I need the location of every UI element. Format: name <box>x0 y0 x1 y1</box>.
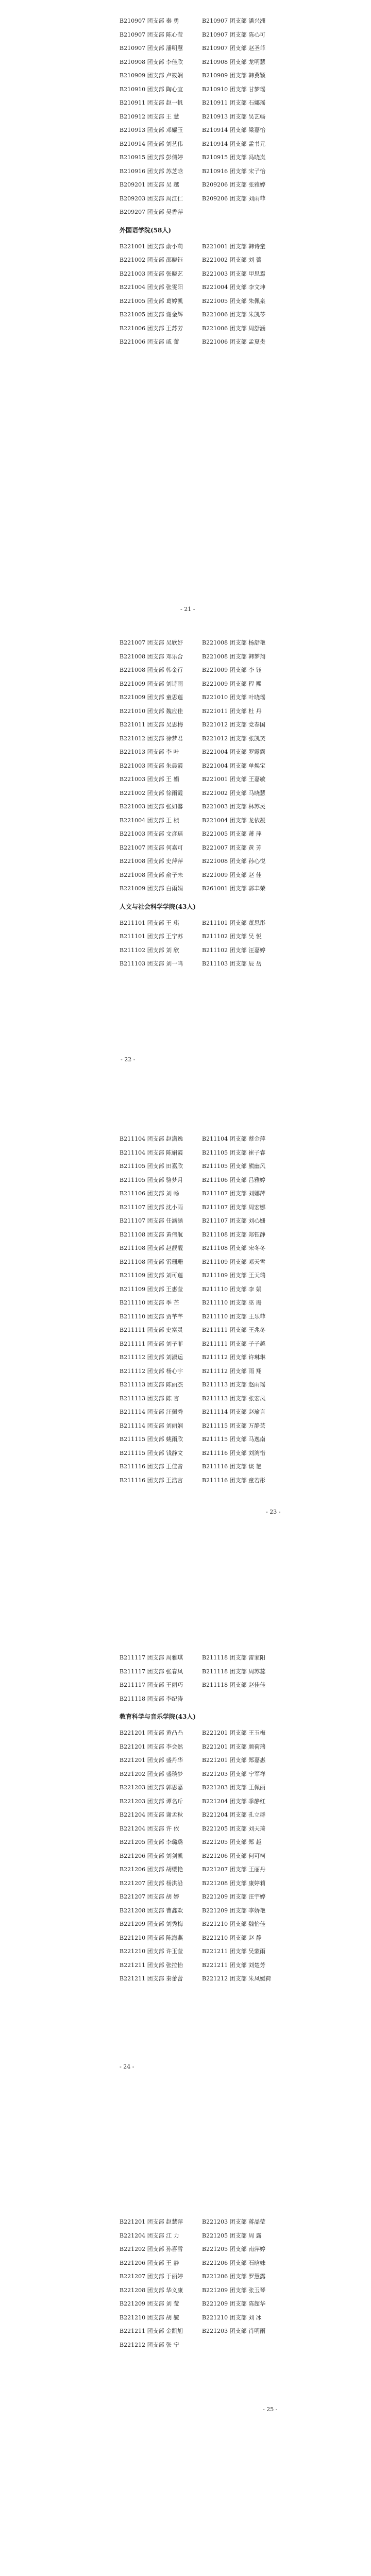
list-item: B221009 团支部 童思莲 <box>120 694 183 701</box>
list-item: B221201 团支部 盛丹华 <box>120 1757 183 1764</box>
list-item: B210911 团支部 石娜瑶 <box>202 99 266 106</box>
name-list <box>120 14 284 219</box>
list-item: B221203 团支部 蒋晶莹 <box>202 2218 266 2225</box>
list-item: B211113 团支部 陈丽杰 <box>120 1381 183 1388</box>
list-item: B221205 团支部 郑 越 <box>202 1839 262 1845</box>
name-list <box>120 1132 284 1487</box>
list-item: B210914 团支部 刘艺伟 <box>120 140 183 147</box>
list-item: B221204 团支部 许 依 <box>120 1825 179 1832</box>
list-item: B221211 团支部 秦蕾蕾 <box>120 1975 183 1982</box>
list-item: B221008 团支部 俞子未 <box>120 871 183 878</box>
list-item: B221207 团支部 杨洪沿 <box>120 1879 183 1887</box>
list-item: B221211 团支部 金凯旭 <box>120 2328 183 2334</box>
list-item: B221212 团支部 朱凤媛荷 <box>202 1975 272 1982</box>
list-item: B221208 团支部 曹鑫欢 <box>120 1907 183 1914</box>
list-item: B211112 团支部 刘淑运 <box>120 1354 183 1361</box>
list-item: B211107 团支部 沈小雨 <box>120 1204 183 1211</box>
list-item: B211117 团支部 周雅琪 <box>120 1654 183 1661</box>
list-item: B221011 团支部 吴思梅 <box>120 721 183 728</box>
list-item: B211105 团支部 骆梦月 <box>120 1176 183 1183</box>
list-item: B211109 团支部 邓天雪 <box>202 1258 266 1265</box>
list-item: B221003 团支部 张如馨 <box>120 803 183 810</box>
list-item: B221201 团支部 王玉梅 <box>202 1730 266 1736</box>
list-item: B221209 团支部 张玉琴 <box>202 2286 266 2294</box>
list-item: B211115 团支部 钱静文 <box>120 1449 183 1456</box>
list-item: B211111 团支部 史富灵 <box>120 1327 183 1333</box>
list-item: B221211 团支部 刘楚芳 <box>202 1961 266 1969</box>
list-item: B221209 团支部 陈超华 <box>202 2300 266 2307</box>
list-item: B221203 团支部 宁军祥 <box>202 1770 266 1777</box>
list-item: B221009 团支部 赵 佳 <box>202 871 262 878</box>
list-item: B221210 团支部 许玉莹 <box>120 1948 183 1955</box>
list-item: B221207 团支部 王丽丹 <box>202 1866 266 1873</box>
list-item: B211116 团支部 刘湾惜 <box>202 1449 266 1456</box>
list-item: B210911 团支部 赵一帆 <box>120 99 183 106</box>
list-item: B211103 团支部 刘一鸣 <box>120 960 183 967</box>
list-item: B211107 团支部 刘心姗 <box>202 1217 266 1224</box>
list-item: B211105 团支部 崔子睿 <box>202 1149 266 1156</box>
list-item: B211105 团支部 田嘉欣 <box>120 1163 183 1170</box>
list-item: B210913 团支部 吴艺畅 <box>202 113 266 120</box>
page-number: - 24 - <box>120 2063 134 2070</box>
list-item: B211107 团支部 刘娜萍 <box>202 1190 266 1197</box>
list-item: B210907 团支部 陈心莹 <box>120 31 183 38</box>
list-item: B211102 团支部 汪嘉婷 <box>202 946 266 954</box>
list-item: B211110 团支部 贾芊芊 <box>120 1313 183 1320</box>
list-item: B221209 团支部 刘 莹 <box>120 2300 179 2307</box>
list-item: B211111 团支部 王兆冬 <box>202 1327 266 1333</box>
list-item: B221212 团支部 张 宁 <box>120 2341 179 2348</box>
list-item: B209207 团支部 吴香萍 <box>120 209 183 215</box>
list-item: B211116 团支部 童若彤 <box>202 1477 266 1484</box>
list-item: B209206 团支部 张雅婷 <box>202 181 266 188</box>
list-item: B210909 团支部 卢筱娴 <box>120 72 183 79</box>
list-item: B209201 团支部 吴 越 <box>120 181 179 188</box>
list-item: B221003 团支部 王 娟 <box>120 776 179 783</box>
name-list <box>120 1726 284 1986</box>
list-item: B221007 团支部 黄 芳 <box>202 844 262 851</box>
list-item: B210907 团支部 潘明慧 <box>120 45 183 52</box>
list-item: B211115 团支部 万静芸 <box>202 1422 266 1429</box>
list-item: B211108 团支部 郑钰静 <box>202 1231 266 1238</box>
list-item: B221206 团支部 何可柯 <box>202 1852 266 1859</box>
list-item: B211106 团支部 刘 畅 <box>120 1190 179 1197</box>
list-item: B211114 团支部 汪佩秀 <box>120 1409 183 1415</box>
list-item: B221008 团支部 史萍萍 <box>120 858 183 865</box>
list-item: B211117 团支部 王丽巧 <box>120 1682 183 1688</box>
list-item: B221206 团支部 刘剑凯 <box>120 1852 183 1859</box>
list-item: B221209 团支部 刘秀梅 <box>120 1921 183 1927</box>
list-item: B221005 团支部 朱佩泉 <box>202 297 266 304</box>
list-item: B221004 团支部 王 桢 <box>120 817 179 824</box>
list-item: B221011 团支部 杜 丹 <box>202 707 262 715</box>
list-item: B211115 团支部 马逸南 <box>202 1436 266 1443</box>
list-item: B221206 团支部 罗慧露 <box>202 2273 266 2280</box>
list-item: B221204 团支部 季静红 <box>202 1798 266 1805</box>
list-item: B221008 团支部 韩梦翔 <box>202 653 266 660</box>
list-item: B211101 团支部 王宁苏 <box>120 933 183 940</box>
list-item: B211103 团支部 辰 岳 <box>202 960 262 967</box>
list-item: B211109 团支部 刘可莲 <box>120 1272 183 1279</box>
list-item: B221210 团支部 赵 静 <box>202 1934 262 1941</box>
list-item: B221206 团支部 胡缨艳 <box>120 1866 183 1873</box>
list-item: B221209 团支部 李娇艳 <box>202 1907 266 1914</box>
list-item: B210907 团支部 赵圣菲 <box>202 45 266 52</box>
list-item: B221001 团支部 俞小莉 <box>120 243 183 250</box>
page-number: - 25 - <box>263 2406 278 2413</box>
list-item: B221007 团支部 吴欣妤 <box>120 639 183 646</box>
list-item: B211110 团支部 王乐菲 <box>202 1313 266 1320</box>
list-item: B221208 团支部 康婷莉 <box>202 1879 266 1887</box>
list-item: B221012 团支部 徐梦君 <box>120 735 183 742</box>
list-item: B221008 团支部 韩金行 <box>120 667 183 673</box>
list-item: B221203 团支部 王佩丽 <box>202 1784 266 1791</box>
list-item: B221205 团支部 刘天琦 <box>202 1825 266 1832</box>
list-item: B221003 团支部 甲思焉 <box>202 270 266 277</box>
list-item: B221012 团支部 党春国 <box>202 721 266 728</box>
list-item: B211118 团支部 李纪涛 <box>120 1695 183 1702</box>
list-item: B210910 团支部 甘梦瑶 <box>202 86 266 93</box>
list-item: B211118 团支部 雷家阳 <box>202 1654 266 1661</box>
list-item: B210914 团支部 孟书元 <box>202 140 266 147</box>
list-item: B221009 团支部 刘诗雨 <box>120 680 183 687</box>
list-item: B221202 团支部 孙喜雪 <box>120 2246 183 2252</box>
list-item: B210907 团支部 陈心可 <box>202 31 266 38</box>
section-title: 人文与社会科学学院(43人) <box>120 903 196 910</box>
list-item: B221205 团支部 李璐璐 <box>120 1839 183 1845</box>
list-item: B210910 团支部 陶心宜 <box>120 86 183 93</box>
list-item: B221203 团支部 郭思嘉 <box>120 1784 183 1791</box>
list-item: B211118 团支部 赵佳佳 <box>202 1682 266 1688</box>
list-item: B211108 团支部 宋冬冬 <box>202 1245 266 1251</box>
list-item: B221003 团支部 张晓艺 <box>120 270 183 277</box>
list-item: B221009 团支部 白雨娟 <box>120 885 183 892</box>
list-item: B221002 团支部 马晓慧 <box>202 789 266 796</box>
list-item: B211116 团支部 王浩言 <box>120 1477 183 1484</box>
list-item: B221004 团支部 单焕宝 <box>202 762 266 769</box>
list-item: B211104 团支部 蔡金萍 <box>202 1136 266 1142</box>
list-item: B211116 团支部 谈 艳 <box>202 1463 262 1470</box>
list-item: B221009 团支部 程 熙 <box>202 680 262 687</box>
list-item: B211116 团支部 王佳音 <box>120 1463 183 1470</box>
list-item: B221210 团支部 魏怡佳 <box>202 1921 266 1927</box>
list-item: B221004 团支部 罗露露 <box>202 749 266 755</box>
list-item: B221209 团支部 汪宇婷 <box>202 1893 266 1900</box>
list-item: B211106 团支部 吕雅婷 <box>202 1176 266 1183</box>
list-item: B211104 团支部 陈娟霞 <box>120 1149 183 1156</box>
list-item: B211101 团支部 董思彤 <box>202 919 266 926</box>
list-item: B221001 团支部 韩诗童 <box>202 243 266 250</box>
list-item: B221206 团支部 王 静 <box>120 2259 179 2266</box>
list-item: B221002 团支部 徐雨霞 <box>120 789 183 796</box>
list-item: B221003 团支部 林苏灵 <box>202 803 266 810</box>
list-item: B211113 团支部 陈 言 <box>120 1395 179 1402</box>
list-item: B221204 团支部 谢孟秋 <box>120 1811 183 1818</box>
page-number: - 23 - <box>266 1509 281 1515</box>
list-item: B211114 团支部 刘丽娴 <box>120 1422 183 1429</box>
page-number: - 22 - <box>121 1056 136 1063</box>
list-item: B221203 团支部 肖明雨 <box>202 2328 266 2334</box>
list-item: B221201 团支部 郑嘉惠 <box>202 1757 266 1764</box>
list-item: B211108 团支部 雷珊珊 <box>120 1258 183 1265</box>
list-item: B221006 团支部 孟夏贵 <box>202 338 266 345</box>
list-item: B221009 团支部 李 钰 <box>202 667 262 673</box>
list-item: B211112 团支部 许琳琳 <box>202 1354 266 1361</box>
list-item: B210908 团支部 李佳欣 <box>120 58 183 65</box>
list-item: B211109 团支部 王天瑞 <box>202 1272 266 1279</box>
list-item: B221207 团支部 胡 婷 <box>120 1893 179 1900</box>
list-item: B211102 团支部 刘 欣 <box>120 946 179 954</box>
list-item: B221211 团支部 张拉怡 <box>120 1961 183 1969</box>
list-item: B210915 团支部 彭倩婷 <box>120 154 183 161</box>
list-item: B211104 团支部 赵潇逸 <box>120 1136 183 1142</box>
name-list <box>120 636 284 896</box>
list-item: B221001 团支部 王嘉敏 <box>202 776 266 783</box>
list-item: B210912 团支部 王 慧 <box>120 113 179 120</box>
list-item: B210907 团支部 秦 勇 <box>120 18 179 24</box>
list-item <box>202 1692 284 1706</box>
list-item: B211107 团支部 周宏娜 <box>202 1204 266 1211</box>
list-item: B211118 团支部 周苏蕊 <box>202 1668 266 1675</box>
list-item: B211108 团支部 黄伟航 <box>120 1231 183 1238</box>
list-item: B211110 团支部 巫 珊 <box>202 1299 262 1306</box>
list-item: B211107 团支部 任涵涵 <box>120 1217 183 1224</box>
section-title: 教育科学与音乐学院(43人) <box>120 1713 196 1720</box>
list-item: B211117 团支部 张春凤 <box>120 1668 183 1675</box>
list-item: B211110 团支部 李 娟 <box>202 1285 262 1293</box>
list-item: B221013 团支部 李 叶 <box>120 749 179 755</box>
list-item: B211113 团支部 赵雨瑶 <box>202 1381 266 1388</box>
list-item: B210907 团支部 潘兴洲 <box>202 18 266 24</box>
list-item: B221004 团支部 李文坤 <box>202 284 266 291</box>
list-item: B211115 团支部 姚雨欣 <box>120 1436 183 1443</box>
list-item: B221211 团支部 吴蒙雨 <box>202 1948 266 1955</box>
list-item: B261001 团支部 郭丰荣 <box>202 885 266 892</box>
list-item: B210914 团支部 梁嘉怡 <box>202 127 266 133</box>
list-item: B211111 团支部 子子越 <box>202 1340 266 1347</box>
name-list <box>120 917 284 971</box>
name-list <box>120 2215 284 2352</box>
list-item: B221002 团支部 刘 蕾 <box>202 257 262 263</box>
list-item: B221010 团支部 魏应佳 <box>120 707 183 715</box>
list-item: B221202 团支部 盛琰梦 <box>120 1770 183 1777</box>
list-item: B221004 团支部 张雯阳 <box>120 284 183 291</box>
list-item: B221002 团支部 邵晓钰 <box>120 257 183 263</box>
list-item: B221006 团支部 王苏芳 <box>120 325 183 332</box>
list-item: B221012 团支部 张凯笑 <box>202 735 266 742</box>
section-title: 外国语学院(58人) <box>120 226 172 234</box>
list-item: B221006 团支部 朱凯苓 <box>202 311 266 318</box>
list-item: B221201 团支部 颜荷瑞 <box>202 1743 266 1750</box>
name-list <box>120 1651 284 1706</box>
list-item: B221210 团支部 胡 毓 <box>120 2314 179 2321</box>
list-item: B221205 团支部 南萍婷 <box>202 2246 266 2252</box>
list-item: B221210 团支部 刘 冰 <box>202 2314 262 2321</box>
list-item: B211112 团支部 雨 翔 <box>202 1367 262 1375</box>
list-item: B221201 团支部 黄凸凸 <box>120 1730 183 1736</box>
list-item: B209206 团支部 刘雨菲 <box>202 195 266 202</box>
list-item: B221008 团支部 孙心悦 <box>202 858 266 865</box>
list-item: B210908 团支部 龙明慧 <box>202 58 266 65</box>
list-item: B221007 团支部 何嘉可 <box>120 844 183 851</box>
list-item: B221210 团支部 陈海燕 <box>120 1934 183 1941</box>
list-item: B210913 团支部 邓耀玉 <box>120 127 183 133</box>
list-item: B210916 团支部 宋子怡 <box>202 167 266 175</box>
list-item: B211108 团支部 赵靓靓 <box>120 1245 183 1251</box>
name-list <box>120 240 284 349</box>
list-item: B210915 团支部 冯晓岚 <box>202 154 266 161</box>
list-item: B221204 团支部 孔立群 <box>202 1811 266 1818</box>
list-item: B209203 团支部 周江仁 <box>120 195 183 202</box>
list-item <box>202 2338 284 2352</box>
list-item: B211109 团支部 王惠莹 <box>120 1285 183 1293</box>
list-item: B221003 团支部 文彦瑶 <box>120 831 183 837</box>
list-item: B221206 团支部 石晗妹 <box>202 2259 266 2266</box>
list-item: B211105 团支部 熊幽风 <box>202 1163 266 1170</box>
list-item: B221003 团支部 朱晨霞 <box>120 762 183 769</box>
list-item: B221005 团支部 萧 萍 <box>202 831 262 837</box>
list-item <box>202 206 284 219</box>
list-item: B221204 团支部 江 力 <box>120 2232 179 2239</box>
list-item: B211101 团支部 王 琪 <box>120 919 179 926</box>
page-number: - 21 - <box>180 606 195 613</box>
list-item: B221008 团支部 邓乐合 <box>120 653 183 660</box>
list-item: B211110 团支部 季 芒 <box>120 1299 179 1306</box>
list-item: B211102 团支部 吴 悦 <box>202 933 262 940</box>
list-item: B221205 团支部 周 露 <box>202 2232 262 2239</box>
list-item: B221201 团支部 赵慧萍 <box>120 2218 183 2225</box>
list-item: B221010 团支部 叶晓瑶 <box>202 694 266 701</box>
list-item: B221006 团支部 戚 蕾 <box>120 338 179 345</box>
list-item: B221004 团支部 龙依凝 <box>202 817 266 824</box>
list-item: B211114 团支部 赵瑜言 <box>202 1409 266 1415</box>
list-item: B221008 团支部 杨舒艳 <box>202 639 266 646</box>
list-item: B221207 团支部 于丽婷 <box>120 2273 183 2280</box>
list-item: B221201 团支部 李会然 <box>120 1743 183 1750</box>
list-item: B211112 团支部 杨心宇 <box>120 1367 183 1375</box>
list-item: B221203 团支部 谭名斤 <box>120 1798 183 1805</box>
list-item: B221208 团支部 华义康 <box>120 2286 183 2294</box>
list-item: B211113 团支部 张宏凤 <box>202 1395 266 1402</box>
list-item: B221006 团支部 周舒涵 <box>202 325 266 332</box>
list-item: B221005 团支部 谢金辉 <box>120 311 183 318</box>
list-item: B221005 团支部 葛婷凯 <box>120 297 183 304</box>
list-item: B210916 团支部 苏芝晗 <box>120 167 183 175</box>
list-item: B211111 团支部 刘子菲 <box>120 1340 183 1347</box>
list-item: B210909 团支部 韩冀颖 <box>202 72 266 79</box>
